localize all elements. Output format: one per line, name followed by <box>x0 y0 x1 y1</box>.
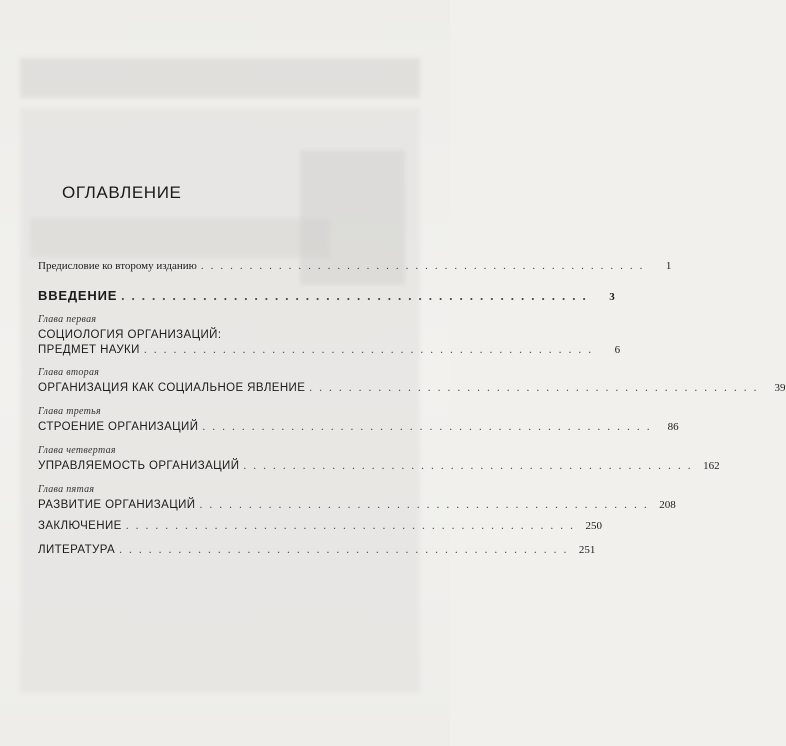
page-number: 6 <box>614 344 621 356</box>
entry-label: ОРГАНИЗАЦИЯ КАК СОЦИАЛЬНОЕ ЯВЛЕНИЕ <box>38 382 306 394</box>
chapter-kicker: Глава вторая <box>38 367 100 378</box>
toc-title: ОГЛАВЛЕНИЕ <box>62 183 182 202</box>
chapter-kicker: Глава пятая <box>38 484 95 495</box>
toc-entry-preface[interactable] <box>38 259 672 274</box>
dot-leader: .............................................. <box>125 520 580 532</box>
entry-label: РАЗВИТИЕ ОРГАНИЗАЦИЙ <box>38 499 196 511</box>
dot-leader: .............................................. <box>121 288 593 303</box>
toc-entry-chapter-5[interactable] <box>38 484 676 513</box>
page-number: 251 <box>578 544 596 556</box>
page-number: 3 <box>609 291 615 303</box>
toc-entry-chapter-2[interactable] <box>38 367 786 396</box>
dot-leader: .............................................. <box>143 344 599 356</box>
page-number: 39 <box>774 382 786 394</box>
entry-label: ЗАКЛЮЧЕНИЕ <box>38 520 122 532</box>
chapter-kicker: Глава четвертая <box>38 445 116 456</box>
entry-label: ЛИТЕРАТУРА <box>38 544 116 556</box>
bleed-through-strip <box>30 218 330 258</box>
entry-label: УПРАВЛЯЕМОСТЬ ОРГАНИЗАЦИЙ <box>38 460 240 472</box>
chapter-kicker: Глава первая <box>38 314 97 325</box>
dot-leader: .............................................. <box>119 544 574 556</box>
page-number: 208 <box>659 499 676 511</box>
toc-entry-literature[interactable] <box>38 543 596 558</box>
toc-entry-chapter-1[interactable] <box>38 314 621 358</box>
toc-entry-introduction[interactable] <box>38 288 615 305</box>
entry-label: Предисловие ко второму изданию <box>38 260 197 272</box>
page-number: 86 <box>667 421 679 433</box>
dot-leader: .............................................. <box>202 421 657 433</box>
bleed-through-band <box>20 58 420 98</box>
toc-entry-conclusion[interactable] <box>38 519 602 534</box>
dot-leader: .............................................. <box>309 382 764 394</box>
toc-entry-chapter-4[interactable] <box>38 445 720 474</box>
page-number: 250 <box>585 520 602 532</box>
toc-entry-chapter-3[interactable] <box>38 406 679 435</box>
entry-label: СТРОЕНИЕ ОРГАНИЗАЦИЙ <box>38 421 199 433</box>
page-number: 1 <box>665 260 672 272</box>
entry-label-continued: ПРЕДМЕТ НАУКИ <box>38 344 140 356</box>
entry-label: ВВЕДЕНИЕ <box>38 288 118 303</box>
page-number: 162 <box>703 460 720 472</box>
dot-leader: .............................................. <box>199 499 654 511</box>
chapter-kicker: Глава третья <box>38 406 101 417</box>
entry-label: СОЦИОЛОГИЯ ОРГАНИЗАЦИЙ: <box>38 329 222 341</box>
dot-leader: .............................................. <box>243 460 698 472</box>
dot-leader: .............................................. <box>200 260 650 272</box>
